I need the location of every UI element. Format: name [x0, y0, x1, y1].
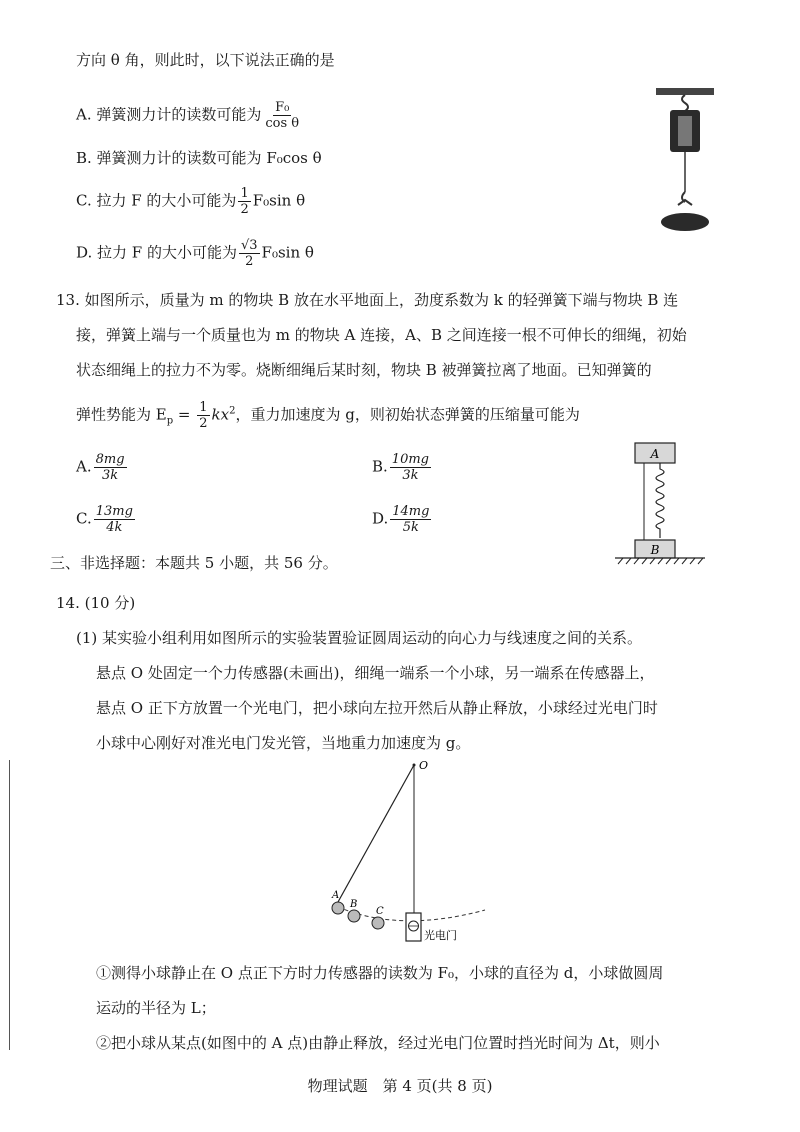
- q13-option-b-fraction: [390, 452, 431, 483]
- q13-option-c-fraction: [94, 504, 135, 535]
- spring-blocks-figure: [610, 438, 710, 568]
- q13-option-b: [372, 452, 433, 483]
- q13-line4-prefix: 弹性势能为 E: [76, 405, 167, 424]
- scale-window: [678, 116, 692, 146]
- q13-option-a-fraction: [94, 452, 127, 483]
- fig-point-c: C: [376, 906, 384, 917]
- ball-c: [372, 917, 384, 929]
- q12-option-a: [76, 100, 303, 131]
- q13-option-c-num: 13mg: [95, 504, 133, 519]
- ball-a: [332, 902, 344, 914]
- q12-option-d-prefix: D. 拉力 F 的大小可能为: [76, 243, 237, 262]
- fig-photogate-label: 光电门: [424, 929, 457, 942]
- page-footer: 物理试题 第 4 页(共 8 页): [307, 1077, 493, 1095]
- q13-option-c-label: C.: [76, 509, 92, 528]
- q12-option-c: [76, 186, 305, 217]
- q13-option-d-label: D.: [372, 509, 389, 528]
- q12-stem-tail: 方向 θ 角，则此时，以下说法正确的是: [76, 51, 335, 69]
- q13-line4-fraction: [197, 400, 209, 431]
- section3-heading: 三、非选择题：本题共 5 小题，共 56 分。: [50, 554, 338, 572]
- q13-option-d-num: 14mg: [392, 504, 430, 519]
- q13-line4-den: 2: [199, 416, 208, 431]
- q13-line4-num: 1: [199, 400, 208, 415]
- margin-rule: [9, 760, 10, 1050]
- q12-option-d-fraction: [239, 238, 260, 269]
- q14-p1-line3: 悬点 O 正下方放置一个光电门，把小球向左拉开然后从静止释放，小球经过光电门时: [96, 699, 658, 717]
- q13-option-c-den: 4k: [106, 520, 123, 535]
- q12-option-c-fraction: [238, 186, 250, 217]
- ground-hatching: [618, 558, 703, 564]
- q12-option-d-den: 2: [245, 254, 254, 269]
- q12-option-d: [76, 238, 314, 269]
- q12-option-c-den: 2: [240, 202, 249, 217]
- q14-step1-line2: 运动的半径为 L；: [96, 999, 216, 1017]
- q14-p1-line2: 悬点 O 处固定一个力传感器(未画出)，细绳一端系一个小球，另一端系在传感器上，: [96, 664, 655, 682]
- q14-step1-line1: ①测得小球静止在 O 点正下方时力传感器的读数为 F₀，小球的直径为 d，小球做圆周: [96, 964, 664, 982]
- q12-option-d-suffix: F₀sin θ: [261, 243, 314, 262]
- q14-step2-line1: ②把小球从某点(如图中的 A 点)由静止释放，经过光电门位置时挡光时间为 Δt，则小: [96, 1034, 660, 1052]
- q13-option-b-num: 10mg: [391, 452, 429, 467]
- q13-option-c: [76, 504, 137, 535]
- q13-line4-kx: kx: [211, 405, 230, 424]
- block-a-label: A: [650, 447, 660, 461]
- q12-option-a-den: cos θ: [265, 116, 300, 131]
- q13-line4-sub: p: [166, 415, 174, 427]
- q14-header: 14. (10 分): [56, 594, 136, 612]
- scale-top-hook: [682, 95, 688, 111]
- q13-option-b-label: B.: [372, 457, 388, 476]
- q12-option-c-prefix: C. 拉力 F 的大小可能为: [76, 191, 237, 210]
- pendulum-string: [338, 765, 414, 902]
- scale-ceiling-bar: [656, 88, 714, 95]
- q13-option-a-den: 3k: [101, 468, 119, 483]
- q13-line1: 13. 如图所示，质量为 m 的物块 B 放在水平地面上，劲度系数为 k 的轻弹簧下端与物块 B 连: [56, 291, 679, 309]
- weight-hook: [678, 200, 692, 205]
- q14-p1-line1: (1) 某实验小组利用如图所示的实验装置验证圆周运动的向心力与线速度之间的关系。: [76, 629, 643, 647]
- q13-option-a-label: A.: [76, 457, 92, 476]
- weight-disk: [661, 213, 709, 231]
- q12-option-c-num: 1: [240, 186, 249, 201]
- q13-option-d-fraction: [390, 504, 431, 535]
- q13-option-a-num: 8mg: [95, 452, 125, 467]
- fig-point-o: O: [419, 759, 429, 772]
- q13-option-d-den: 5k: [402, 520, 419, 535]
- q12-option-c-suffix: F₀sin θ: [252, 191, 306, 210]
- q13-line4: [76, 400, 580, 432]
- q12-option-a-fraction: [263, 100, 301, 131]
- spring-scale-figure: [640, 80, 730, 240]
- q12-option-d-num: √3: [240, 238, 258, 253]
- q13-line4-suffix: ，重力加速度为 g，则初始状态弹簧的压缩量可能为: [235, 405, 580, 424]
- q13-option-b-den: 3k: [402, 468, 419, 483]
- block-b-label: B: [650, 543, 660, 557]
- q13-option-a: [76, 452, 129, 483]
- fig-point-b: B: [350, 899, 358, 910]
- q13-line4-sup: 2: [229, 405, 236, 417]
- ball-b: [348, 910, 360, 922]
- q13-line3: 状态细绳上的拉力不为零。烧断细绳后某时刻，物块 B 被弹簧拉离了地面。已知弹簧的: [76, 361, 652, 379]
- pendulum-figure: [320, 755, 500, 955]
- q12-option-a-prefix: A. 弹簧测力计的读数可能为: [76, 105, 262, 124]
- q13-line4-eq: =: [173, 405, 196, 424]
- q12-option-b: B. 弹簧测力计的读数可能为 F₀cos θ: [76, 149, 322, 167]
- fig-point-a: A: [332, 890, 340, 901]
- q13-line2: 接，弹簧上端与一个质量也为 m 的物块 A 连接，A、B 之间连接一根不可伸长的细绳，初始: [76, 326, 687, 344]
- spring: [656, 463, 664, 538]
- q14-p1-line4: 小球中心刚好对准光电门发光管，当地重力加速度为 g。: [96, 734, 471, 752]
- q13-option-d: [372, 504, 433, 535]
- q12-option-a-num: F₀: [275, 100, 290, 115]
